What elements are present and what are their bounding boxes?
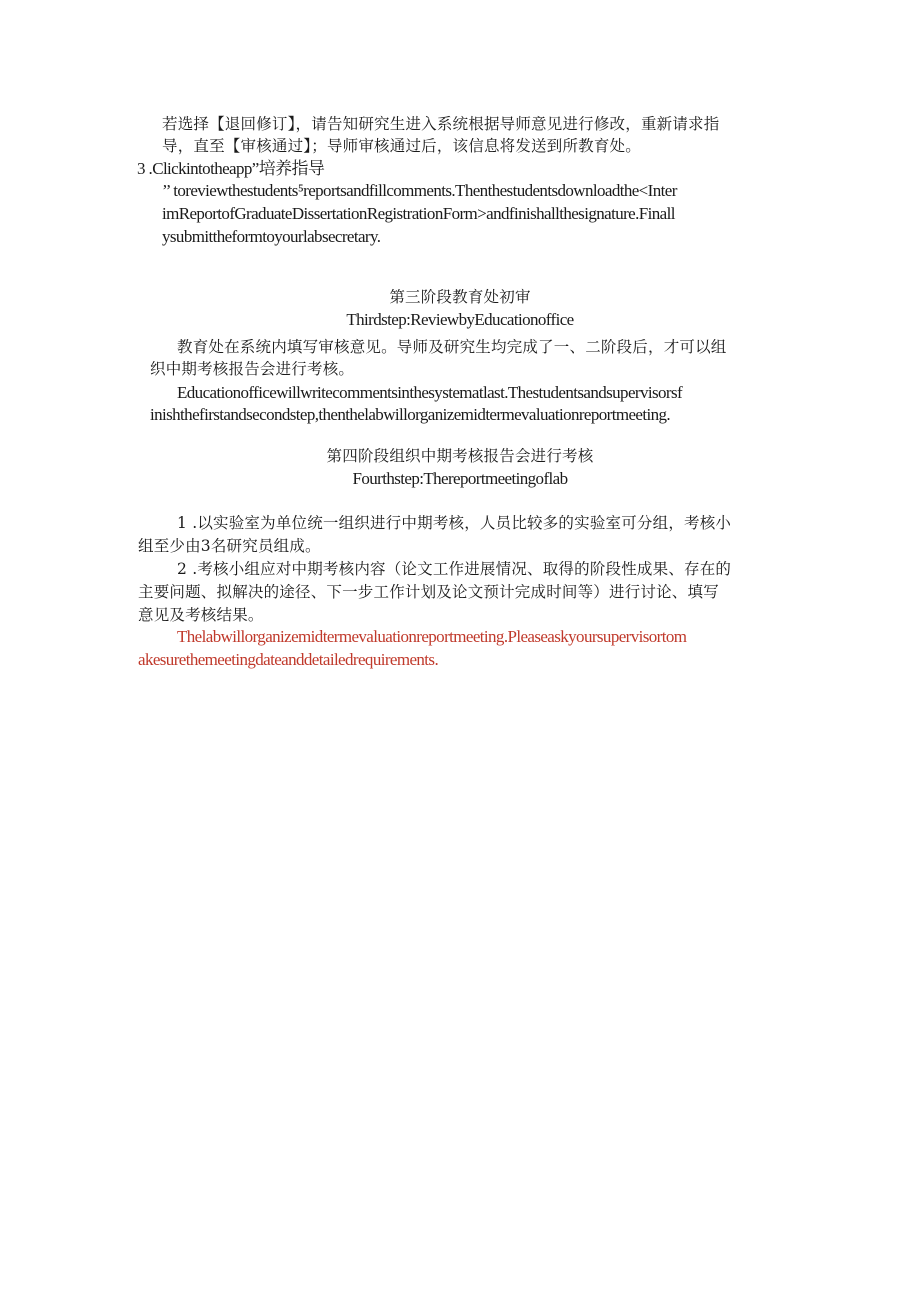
step4-item2-line-3: 意见及考核结果。 (138, 606, 264, 624)
step3-heading-cn: 第三阶段教育处初审 (389, 288, 531, 306)
top-line-2: 导，直至【审核通过】；导师审核通过后，该信息将发送到所教育处。 (162, 137, 641, 155)
item3-line-2: ’’ toreviewthestudents⁵reportsandfillcomments.Thenthestudentsdownloadthe<Inter (162, 181, 677, 200)
step4-item2-line-2: 主要问题、拟解决的途径、下一步工作计划及论文预计完成时间等）进行讨论、填写 (138, 583, 719, 601)
step3-cn-line-2: 织中期考核报告会进行考核。 (150, 360, 355, 378)
top-line-1: 若选择【退回修订】，请告知研究生进入系统根据导师意见进行修改，重新请求指 (162, 115, 720, 133)
item3-line-4: ysubmittheformtoyourlabsecretary. (162, 227, 381, 246)
step4-item2-line-1: 2 .考核小组应对中期考核内容（论文工作进展情况、取得的阶段性成果、存在的 (177, 560, 732, 578)
step4-red-line-2: akesurethemeetingdateanddetailedrequirements. (138, 650, 439, 669)
step3-cn-line-1: 教育处在系统内填写审核意见。导师及研究生均完成了一、二阶段后，才可以组 (177, 338, 727, 356)
step4-red-line-1: Thelabwillorganizemidtermevaluationreportmeeting.Pleaseaskyoursupervisortom (177, 627, 687, 646)
step3-heading-en: Thirdstep:ReviewbyEducationoffice (346, 310, 574, 329)
item3-line-1: 3 .Clickintotheapp”培养指导 (137, 159, 325, 178)
step4-heading-cn: 第四阶段组织中期考核报告会进行考核 (326, 447, 594, 465)
step4-item1-line-1: 1 .以实验室为单位统一组织进行中期考核，人员比较多的实验室可分组，考核小 (177, 514, 732, 532)
step3-en-line-1: Educationofficewillwritecommentsinthesystematlast.Thestudentsandsupervisorsf (177, 383, 683, 402)
step3-en-line-2: inishthefirstandsecondstep,thenthelabwillorganizemidtermevaluationreportmeeting. (150, 405, 671, 424)
step4-heading-en: Fourthstep:Thereportmeetingoflab (352, 469, 568, 488)
item3-line-3: imReportofGraduateDissertationRegistrationForm>andfinishallthesignature.Finall (162, 204, 675, 223)
step4-item1-line-2: 组至少由3名研究员组成。 (138, 537, 321, 555)
